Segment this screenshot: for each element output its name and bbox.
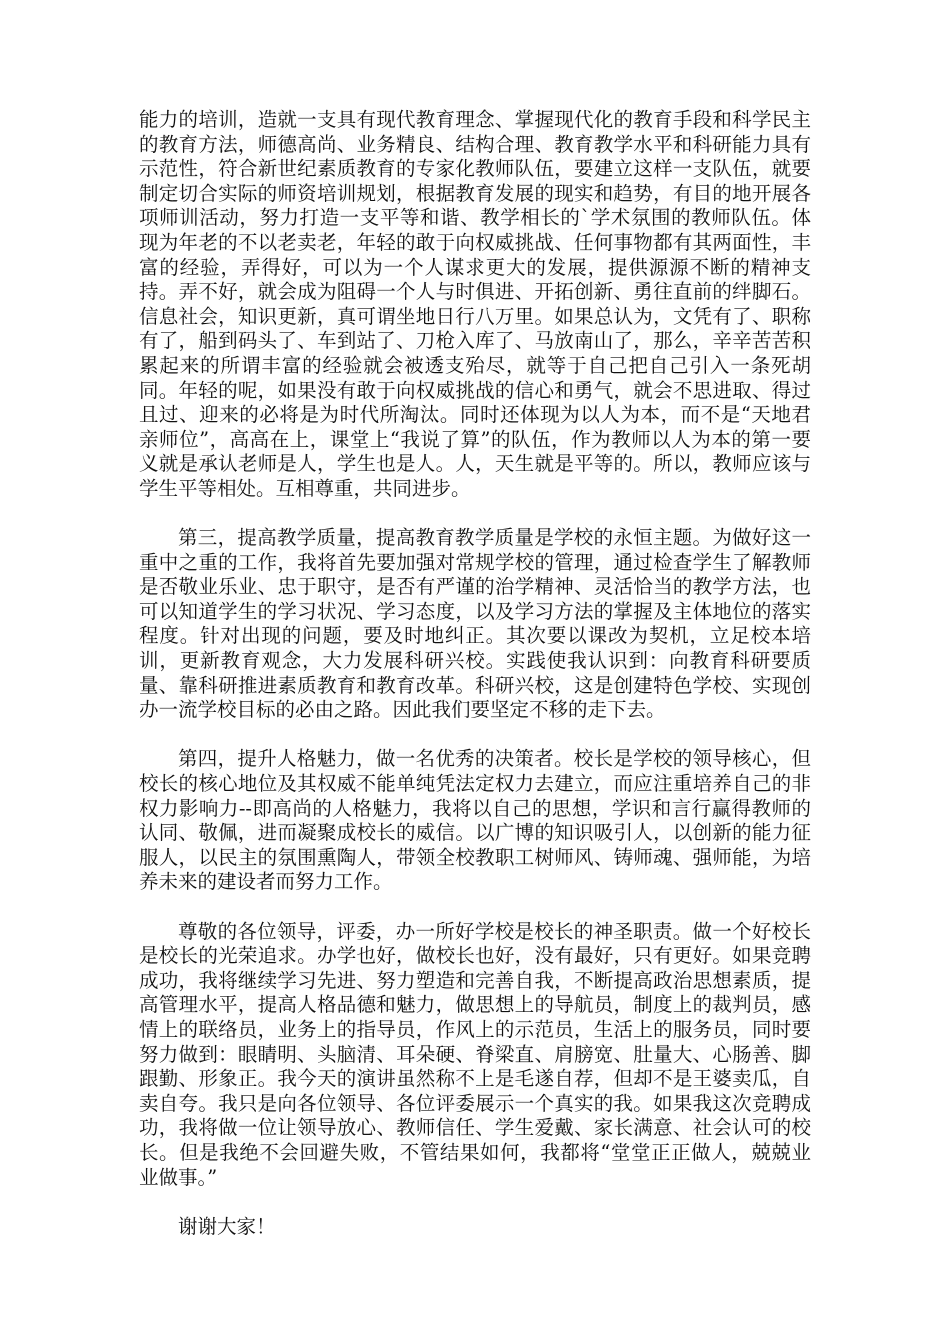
document-page [139,108,811,1264]
paragraph-fourth-point: 第四，提升人格魅力，做一名优秀的决策者。校长是学校的领导核心，但校长的核心地位及其权威不能单纯凭法定权力去建立，而应注重培养自己的非权力影响力--即高尚的人格魅力，我将以自己的思想，学识和言行赢得教师的认同、敬佩，进而凝聚成校长的威信。以广博的知识吸引人，以创新的能力征服人，以民主的氛围熏陶人，带领全校教职工树师风、铸师魂、强师能，为培养未来的建设者而努力工作。 [139,747,811,894]
paragraph-closing-remarks: 尊敬的各位领导，评委，办一所好学校是校长的神圣职责。做一个好校长是校长的光荣追求。办学也好，做校长也好，没有最好，只有更好。如果竞聘成功，我将继续学习先进、努力塑造和完善自我，不断提高政治思想素质，提高管理水平，提高人格品德和魅力，做思想上的导航员，制度上的裁判员，感情上的联络员，业务上的指导员，作风上的示范员，生活上的服务员，同时要努力做到：眼睛明、头脑清、耳朵硬、脊梁直、肩膀宽、肚量大、心肠善、脚跟勤、形象正。我今天的演讲虽然称不上是毛遂自荐，但却不是王婆卖瓜，自卖自夸。我只是向各位领导、各位评委展示一个真实的我。如果我这次竞聘成功，我将做一位让领导放心、教师信任、学生爱戴、家长满意、社会认可的校长。但是我绝不会回避失败，不管结果如何，我都将“堂堂正正做人，兢兢业业做事。” [139,919,811,1189]
paragraph-third-point: 第三，提高教学质量，提高教育教学质量是学校的永恒主题。为做好这一重中之重的工作，我将首先要加强对常规学校的管理，通过检查学生了解教师是否敬业乐业、忠于职守，是否有严谨的治学精神、灵活恰当的教学方法，也可以知道学生的学习状况、学习态度，以及学习方法的掌握及主体地位的落实程度。针对出现的问题，要及时地纠正。其次要以课改为契机，立足校本培训，更新教育观念，大力发展科研兴校。实践使我认识到：向教育科研要质量、靠科研推进素质教育和教育改革。科研兴校，这是创建特色学校、实现创办一流学校目标的必由之路。因此我们要坚定不移的走下去。 [139,526,811,722]
paragraph-continuation: 能力的培训，造就一支具有现代教育理念、掌握现代化的教育手段和科学民主的教育方法，师德高尚、业务精良、结构合理、教育教学水平和科研能力具有示范性，符合新世纪素质教育的专家化教师队伍，要建立这样一支队伍，就要制定切合实际的师资培训规划，根据教育发展的现实和趋势，有目的地开展各项师训活动，努力打造一支平等和谐、教学相长的`学术氛围的教师队伍。体现为年老的不以老卖老，年轻的敢于向权威挑战、任何事物都有其两面性，丰富的经验，弄得好，可以为一个人谋求更大的发展，提供源源不断的精神支持。弄不好，就会成为阻碍一个人与时俱进、开拓创新、勇往直前的绊脚石。信息社会，知识更新，真可谓坐地日行八万里。如果总认为，文凭有了、职称有了，船到码头了、车到站了、刀枪入库了、马放南山了，那么，辛辛苦苦积累起来的所谓丰富的经验就会被透支殆尽，就等于自己把自己引入一条死胡同。年轻的呢，如果没有敢于向权威挑战的信心和勇气，就会不思进取、得过且过、迎来的必将是为时代所淘汰。同时还体现为以人为本，而不是“天地君亲师位”，高高在上，课堂上“我说了算”的队伍，作为教师以人为本的第一要义就是承认老师是人，学生也是人。人，天生就是平等的。所以，教师应该与学生平等相处。互相尊重，共同进步。 [139,108,811,500]
paragraph-thanks: 谢谢大家！ [178,1214,276,1238]
